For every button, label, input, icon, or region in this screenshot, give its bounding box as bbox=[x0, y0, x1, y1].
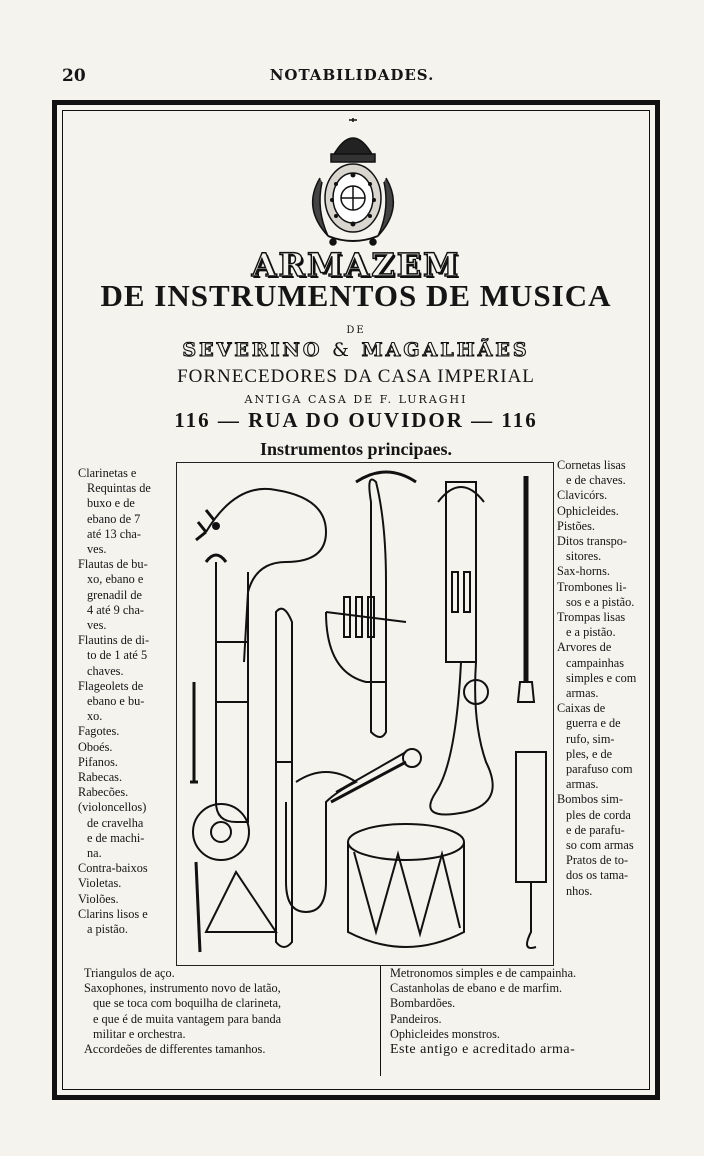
list-line: Cornetas lisas bbox=[557, 458, 626, 472]
list-line: ples, e de bbox=[566, 746, 613, 761]
list-line: (violoncellos) bbox=[78, 800, 147, 815]
mallet-icon bbox=[331, 762, 406, 802]
list-line: Caixas de bbox=[557, 701, 606, 716]
imperial-coat-of-arms-icon bbox=[298, 118, 408, 250]
running-head: NOTABILIDADES. bbox=[269, 66, 435, 84]
list-line: Metronomos simples e de campainha. bbox=[390, 966, 577, 980]
list-line: Flageolets de bbox=[78, 678, 144, 693]
list-line: Ophicleides. bbox=[557, 503, 619, 518]
list-line: ebano de 7 bbox=[87, 511, 141, 526]
trombone-icon bbox=[206, 555, 248, 822]
triangle-icon bbox=[206, 872, 276, 932]
list-line: Pifanos. bbox=[78, 754, 118, 769]
list-line: de cravelha bbox=[87, 815, 144, 830]
owner-magalhaes: MAGALHÃES bbox=[361, 339, 530, 361]
list-line: e de machi- bbox=[87, 830, 145, 845]
bottom-left-list bbox=[84, 966, 374, 1057]
list-line: Este antigo e acreditado arma- bbox=[390, 1042, 576, 1058]
list-line: Triangulos de aço. bbox=[84, 966, 175, 980]
address-line: 116 — RUA DO OUVIDOR — 116 bbox=[174, 408, 538, 432]
list-line: 4 até 9 cha- bbox=[87, 602, 145, 617]
list-line: Violões. bbox=[78, 891, 119, 906]
list-line: Saxophones, instrumento novo de latão, bbox=[84, 981, 281, 996]
former-house-line: ANTIGA CASA DE F. LURAGHI bbox=[244, 393, 468, 406]
drum-icon bbox=[348, 824, 464, 947]
list-line: e de chaves. bbox=[566, 473, 626, 488]
list-line: que se toca com boquilha de clarineta, bbox=[93, 996, 282, 1011]
list-line: até 13 cha- bbox=[87, 526, 141, 541]
list-line: Pandeiros. bbox=[390, 1011, 442, 1026]
right-instrument-list bbox=[557, 458, 649, 899]
list-line: e que é de muita vantagem para banda bbox=[93, 1011, 282, 1026]
list-line: Oboés. bbox=[78, 739, 113, 754]
list-line: buxo e de bbox=[87, 496, 135, 511]
list-line: Clarinetas e bbox=[78, 466, 137, 480]
list-line: Bombos sim- bbox=[557, 792, 623, 807]
suppliers-line: FORNECEDORES DA CASA IMPERIAL bbox=[177, 366, 535, 387]
list-line: dos os tama- bbox=[566, 868, 629, 883]
euphonium-icon bbox=[430, 482, 492, 815]
list-line: Requintas de bbox=[87, 481, 151, 496]
list-line: armas. bbox=[566, 777, 599, 792]
instruments-engraving-illustration bbox=[176, 462, 554, 966]
slide-trombone-icon bbox=[276, 609, 292, 947]
list-line: Violetas. bbox=[78, 876, 122, 891]
list-line: Pratos de to- bbox=[566, 853, 629, 868]
list-line: parafuso com bbox=[566, 762, 633, 777]
list-line: Arvores de bbox=[557, 640, 612, 655]
list-line: e a pistão. bbox=[566, 625, 616, 640]
list-line: Sax-horns. bbox=[557, 564, 610, 579]
owners-line bbox=[62, 339, 650, 361]
list-line: armas. bbox=[566, 686, 599, 701]
list-line: ves. bbox=[87, 542, 107, 557]
main-title: DE INSTRUMENTOS DE MUSICA bbox=[100, 278, 612, 313]
list-line: Trombones li- bbox=[557, 579, 627, 594]
list-line: Bombardões. bbox=[390, 996, 456, 1011]
title-de: DE bbox=[346, 325, 366, 336]
list-line: nhos. bbox=[566, 883, 593, 898]
list-line: Accordeões de differentes tamanhos. bbox=[84, 1042, 266, 1057]
list-line: ves. bbox=[87, 618, 107, 633]
list-line: to de 1 até 5 bbox=[87, 648, 148, 663]
list-line: Pistões. bbox=[557, 518, 595, 533]
list-line: guerra e de bbox=[566, 716, 621, 731]
list-line: militar e orchestra. bbox=[93, 1026, 186, 1041]
list-line: Ophicleides monstros. bbox=[390, 1026, 500, 1041]
bottom-right-list bbox=[390, 966, 660, 1057]
list-line: simples e com bbox=[566, 670, 637, 685]
alto-horn-icon bbox=[326, 472, 416, 737]
cymbal-icon bbox=[193, 804, 249, 860]
left-instrument-list bbox=[78, 466, 174, 937]
list-line: Flautas de bu- bbox=[78, 557, 148, 572]
dragon-horn-icon bbox=[206, 489, 326, 662]
list-line: xo. bbox=[87, 709, 103, 724]
list-line: Flautins de di- bbox=[78, 633, 150, 648]
list-line: na. bbox=[87, 846, 102, 861]
list-line: sos e a pistão. bbox=[566, 594, 635, 609]
list-line: Contra-baixos bbox=[78, 861, 148, 876]
list-line: grenadil de bbox=[87, 587, 142, 602]
list-line: sitores. bbox=[566, 549, 602, 564]
list-line: so com armas bbox=[566, 838, 634, 853]
list-line: a pistão. bbox=[87, 922, 128, 937]
page-number: 20 bbox=[62, 66, 86, 86]
armazem-heading: ARMAZEM bbox=[251, 246, 461, 284]
list-line: Clarins lisos e bbox=[78, 906, 148, 921]
list-line: Castanholas de ebano e de marfim. bbox=[390, 981, 563, 996]
list-line: rufo, sim- bbox=[566, 731, 615, 746]
list-line: e de parafu- bbox=[566, 822, 625, 837]
list-line: Trompas lisas bbox=[557, 610, 626, 625]
list-line: Fagotes. bbox=[78, 724, 120, 739]
list-line: Clavicórs. bbox=[557, 488, 608, 503]
owner-severino: SEVERINO bbox=[182, 339, 323, 361]
owners-ampersand: & bbox=[332, 339, 352, 361]
list-line: Ditos transpo- bbox=[557, 534, 628, 549]
list-line: campainhas bbox=[566, 655, 625, 670]
bottom-column-divider bbox=[380, 966, 381, 1076]
list-line: ples de corda bbox=[566, 807, 631, 822]
bugle-icon bbox=[516, 752, 546, 948]
section-heading: Instrumentos principaes. bbox=[259, 439, 452, 459]
list-line: xo, ebano e bbox=[87, 572, 144, 587]
list-line: chaves. bbox=[87, 663, 124, 678]
clarinet-icon bbox=[518, 476, 534, 702]
list-line: Rabecas. bbox=[78, 770, 123, 785]
list-line: ebano e bu- bbox=[87, 694, 145, 709]
list-line: Rabecões. bbox=[78, 785, 129, 800]
